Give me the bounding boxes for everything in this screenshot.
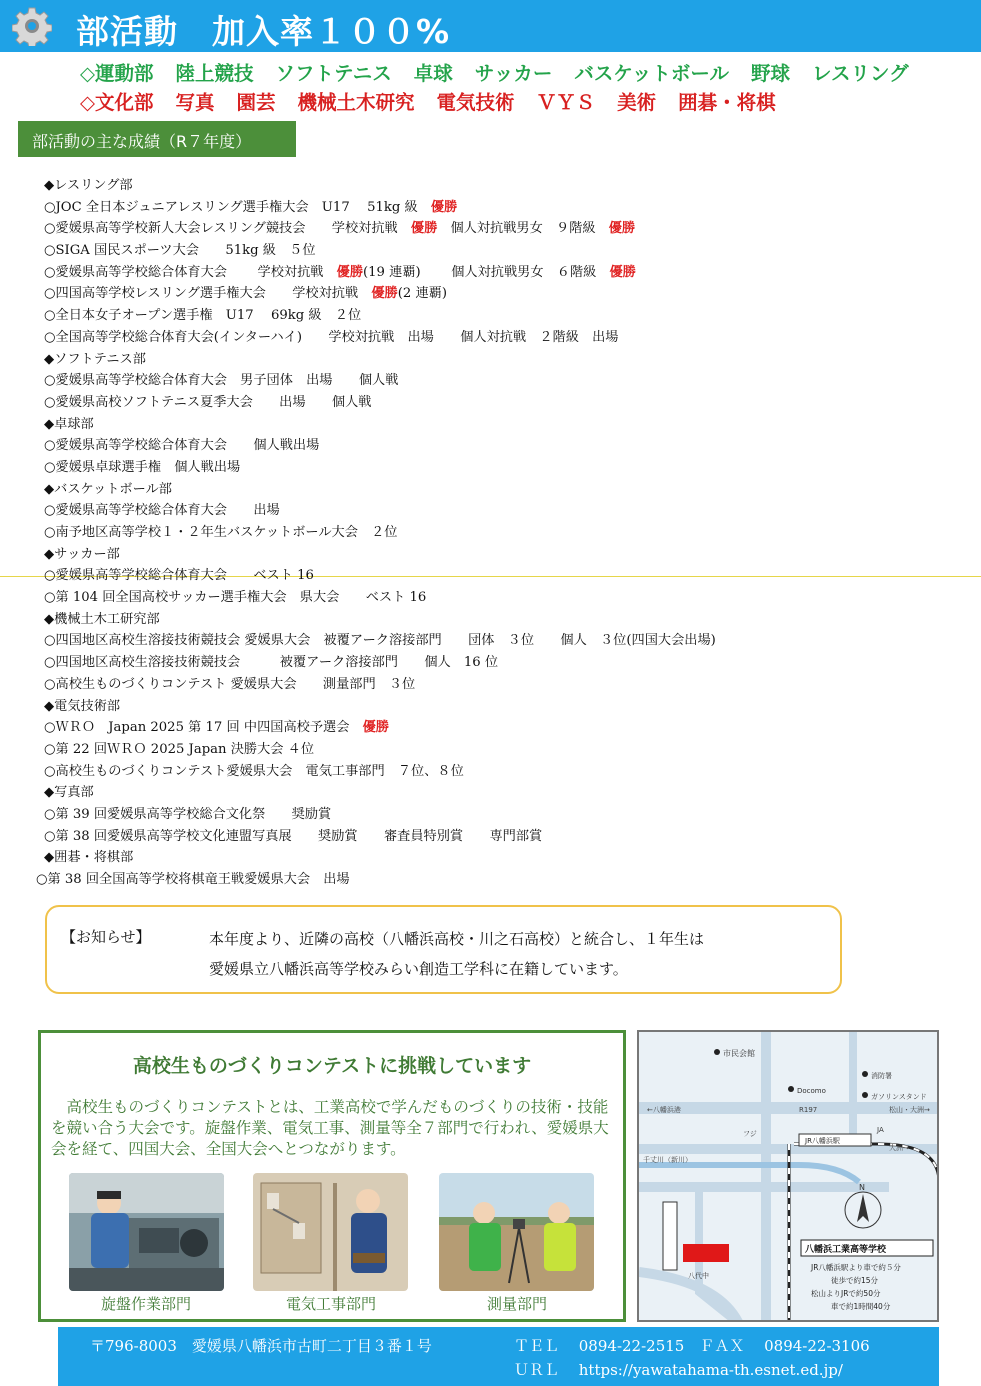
results-heading: 部活動の主な成績（R７年度）: [18, 121, 296, 157]
notice-label: 【お知らせ】: [61, 928, 151, 946]
notice-text: [209, 924, 704, 984]
sports-club: ソフトテニス: [275, 62, 392, 85]
photo-caption: 電気工事部門: [285, 1295, 376, 1313]
map-school-name: 八幡浜工業高等学校: [805, 1245, 887, 1255]
result-text: ○全日本女子オープン選手権 U17 69kg 級 ２位: [44, 308, 362, 324]
photo-caption: 測量部門: [486, 1295, 547, 1313]
result-item: [44, 717, 944, 739]
map-access: 徒歩で約15分: [831, 1276, 879, 1285]
win-badge: 優勝: [362, 720, 389, 736]
sports-clubs-line: [80, 58, 909, 86]
map-label: 大洲→: [889, 1144, 909, 1152]
culture-clubs-label: ◇文化部: [80, 91, 154, 114]
win-badge: 優勝: [430, 199, 458, 215]
result-text: ○JOC 全日本ジュニアレスリング選手権大会 U17 51kg 級: [44, 199, 431, 215]
map-label: 八代中: [688, 1272, 709, 1280]
result-text: ○愛媛県高校ソフトテニス夏季大会 出場 個人戦: [44, 394, 372, 410]
sports-clubs-label: ◇運動部: [80, 62, 154, 85]
map-label: ←八幡浜港: [647, 1106, 681, 1114]
result-item: [44, 370, 944, 392]
sports-club: バスケットボール: [574, 62, 730, 85]
culture-club: 写真: [175, 91, 215, 114]
result-text: ○四国地区高校生溶接技術競技会 被覆アーク溶接部門 個人 16 位: [44, 655, 499, 671]
page-title: 部活動 加入率１００%: [76, 12, 451, 51]
result-text: ○第 38 回愛媛県高等学校文化連盟写真展 奨励賞 審査員特別賞 専門部賞: [44, 828, 543, 844]
result-text: ○第 39 回愛媛県高等学校総合文化祭 奨励賞: [44, 806, 332, 822]
result-text: ○第 104 回全国高校サッカー選手権大会 県大会 ベスト 16: [44, 590, 427, 606]
culture-club: ＶＹＳ: [536, 91, 596, 114]
result-text: ○愛媛県高等学校総合体育大会 出場: [44, 503, 280, 519]
map-label: Docomo: [797, 1087, 826, 1095]
map-label: 千丈川（新川）: [643, 1156, 692, 1164]
club-category: ◆電気技術部: [44, 698, 121, 714]
club-category: ◆卓球部: [44, 416, 94, 432]
result-text: ○ＷＲＯ Japan 2025 第 17 回 中四国高校予選会: [44, 720, 363, 736]
school-marker: [683, 1244, 729, 1262]
page-header: [0, 0, 981, 52]
electrical-photo: [253, 1173, 408, 1291]
result-text: ○全国高等学校総合体育大会(インターハイ) 学校対抗戦 出場 個人対抗戦 ２階級 出場: [44, 329, 619, 345]
club-category: ◆囲碁・将棋部: [44, 850, 134, 866]
photo-caption: 旋盤作業部門: [100, 1295, 191, 1313]
club-category: ◆ソフトテニス部: [44, 351, 146, 367]
gear-icon: [12, 6, 52, 46]
map-label: JA: [877, 1126, 884, 1134]
win-badge: 優勝: [336, 264, 364, 280]
result-item: [44, 262, 944, 284]
school-phone: ＴＥＬ 0894-22-2515 ＦＡＸ 0894-22-3106: [514, 1337, 870, 1355]
club-category: ◆機械土木工研究部: [44, 611, 160, 627]
result-text: ○第 38 回全国高等学校将棋竜王戦愛媛県大会 出場: [36, 872, 350, 887]
win-badge: 優勝: [410, 221, 438, 237]
culture-club: 機械土木研究: [297, 91, 415, 114]
result-text: ○四国地区高校生溶接技術競技会 愛媛県大会 被覆アーク溶接部門 団体 ３位 個人 ３位(四国大会出場): [44, 633, 716, 649]
map-label: 松山・大洲→: [889, 1106, 930, 1114]
access-map: [637, 1030, 939, 1322]
result-text: 個人対抗戦男女 ９階級: [437, 221, 609, 237]
club-category: ◆サッカー部: [44, 546, 120, 562]
map-label: N: [859, 1183, 865, 1192]
result-item: [36, 869, 944, 891]
school-address: 〒796-8003 愛媛県八幡浜市古町二丁目３番１号: [90, 1337, 432, 1355]
result-text: (2 連覇): [397, 286, 447, 302]
result-item: [44, 305, 944, 327]
win-badge: 優勝: [608, 221, 636, 237]
result-text: ○四国高等学校レスリング選手権大会 学校対抗戦: [44, 286, 372, 302]
result-item: [44, 674, 944, 696]
result-item: [44, 197, 944, 219]
results-list: [36, 175, 944, 891]
result-text: ○高校生ものづくりコンテスト愛媛県大会 電気工事部門 ７位、８位: [44, 763, 464, 779]
map-label: R197: [799, 1106, 818, 1114]
contest-box: [38, 1030, 626, 1322]
result-text: ○愛媛県高等学校総合体育大会 個人戦出場: [44, 438, 320, 454]
map-access: 車で約1時間40分: [831, 1302, 891, 1311]
result-item: [44, 218, 944, 240]
win-badge: 優勝: [609, 264, 636, 280]
culture-club: 囲碁・将棋: [678, 91, 776, 114]
win-badge: 優勝: [371, 286, 398, 302]
page-footer: [58, 1327, 939, 1386]
sports-club: 野球: [751, 62, 791, 85]
result-item: [44, 630, 944, 652]
lathe-photo: [69, 1173, 224, 1291]
result-item: [44, 587, 944, 609]
result-item: [44, 739, 944, 761]
contest-title: 高校生ものづくりコンテストに挑戦しています: [132, 1055, 532, 1077]
culture-club: 美術: [617, 91, 657, 114]
result-text: ○第 22 回ＷＲＯ 2025 Japan 決勝大会 ４位: [44, 741, 315, 757]
result-item: [44, 327, 944, 349]
culture-club: 園芸: [236, 91, 276, 114]
sports-club: 陸上競技: [175, 62, 254, 85]
result-text: ○愛媛県高等学校総合体育大会 学校対抗戦: [44, 264, 337, 280]
sports-club: 卓球: [413, 62, 453, 85]
result-item: [44, 457, 944, 479]
school-url[interactable]: ＵＲＬ https://yawatahama-th.esnet.ed.jp/: [514, 1361, 843, 1379]
result-text: ○高校生ものづくりコンテスト 愛媛県大会 測量部門 ３位: [44, 676, 416, 692]
sports-club: レスリング: [812, 62, 909, 85]
result-item: [44, 435, 944, 457]
map-label: フジ: [743, 1130, 757, 1138]
contest-description: 高校生ものづくりコンテストとは、工業高校で学んだものづくりの技術・技能を競い合う大会です。旋盤作業、電気工事、測量等全７部門で行われ、愛媛県大会を経て、四国大会、全国大会へとつながります。: [51, 1098, 609, 1158]
result-text: ○愛媛県高等学校総合体育大会 ベスト 16: [44, 568, 314, 584]
result-text: ○愛媛県高等学校総合体育大会 男子団体 出場 個人戦: [44, 373, 399, 389]
club-category: ◆レスリング部: [44, 178, 133, 193]
culture-clubs-line: [80, 87, 776, 115]
club-category: ◆バスケットボール部: [44, 481, 172, 497]
map-label: 市民会館: [723, 1049, 755, 1058]
notice-box: [45, 905, 842, 994]
notice-line: 愛媛県立八幡浜高等学校みらい創造工学科に在籍しています。: [209, 960, 628, 978]
result-item: [44, 826, 944, 848]
result-item: [44, 565, 944, 587]
result-item: [44, 283, 944, 305]
result-item: [44, 652, 944, 674]
result-text: ○南予地区高等学校１・２年生バスケットボール大会 ２位: [44, 525, 398, 540]
result-text: ○愛媛県高等学校新人大会レスリング競技会 学校対抗戦: [44, 221, 411, 237]
club-category: ◆写真部: [44, 785, 94, 801]
result-item: [44, 240, 944, 262]
surveying-photo: [439, 1173, 594, 1291]
culture-club: 電気技術: [436, 91, 515, 114]
result-text: ○愛媛県卓球選手権 個人戦出場: [44, 459, 241, 475]
map-label: 消防署: [871, 1072, 892, 1080]
map-access: 松山よりJRで約50分: [811, 1289, 881, 1298]
map-label: ガソリンスタンド: [871, 1093, 927, 1101]
result-text: ○SIGA 国民スポーツ大会 51kg 級 ５位: [44, 243, 316, 259]
notice-line: 本年度より、近隣の高校（八幡浜高校・川之石高校）と統合し、１年生は: [209, 930, 705, 948]
result-item: [44, 500, 944, 522]
result-text: (19 連覇) 個人対抗戦男女 ６階級: [363, 264, 610, 280]
result-item: [44, 804, 944, 826]
map-access: JR八幡浜駅より車で約５分: [811, 1263, 901, 1272]
result-item: [44, 392, 944, 414]
result-item: [44, 522, 944, 544]
map-label: JR八幡浜駅: [805, 1137, 840, 1145]
sports-club: サッカー: [474, 62, 553, 85]
result-item: [44, 761, 944, 783]
